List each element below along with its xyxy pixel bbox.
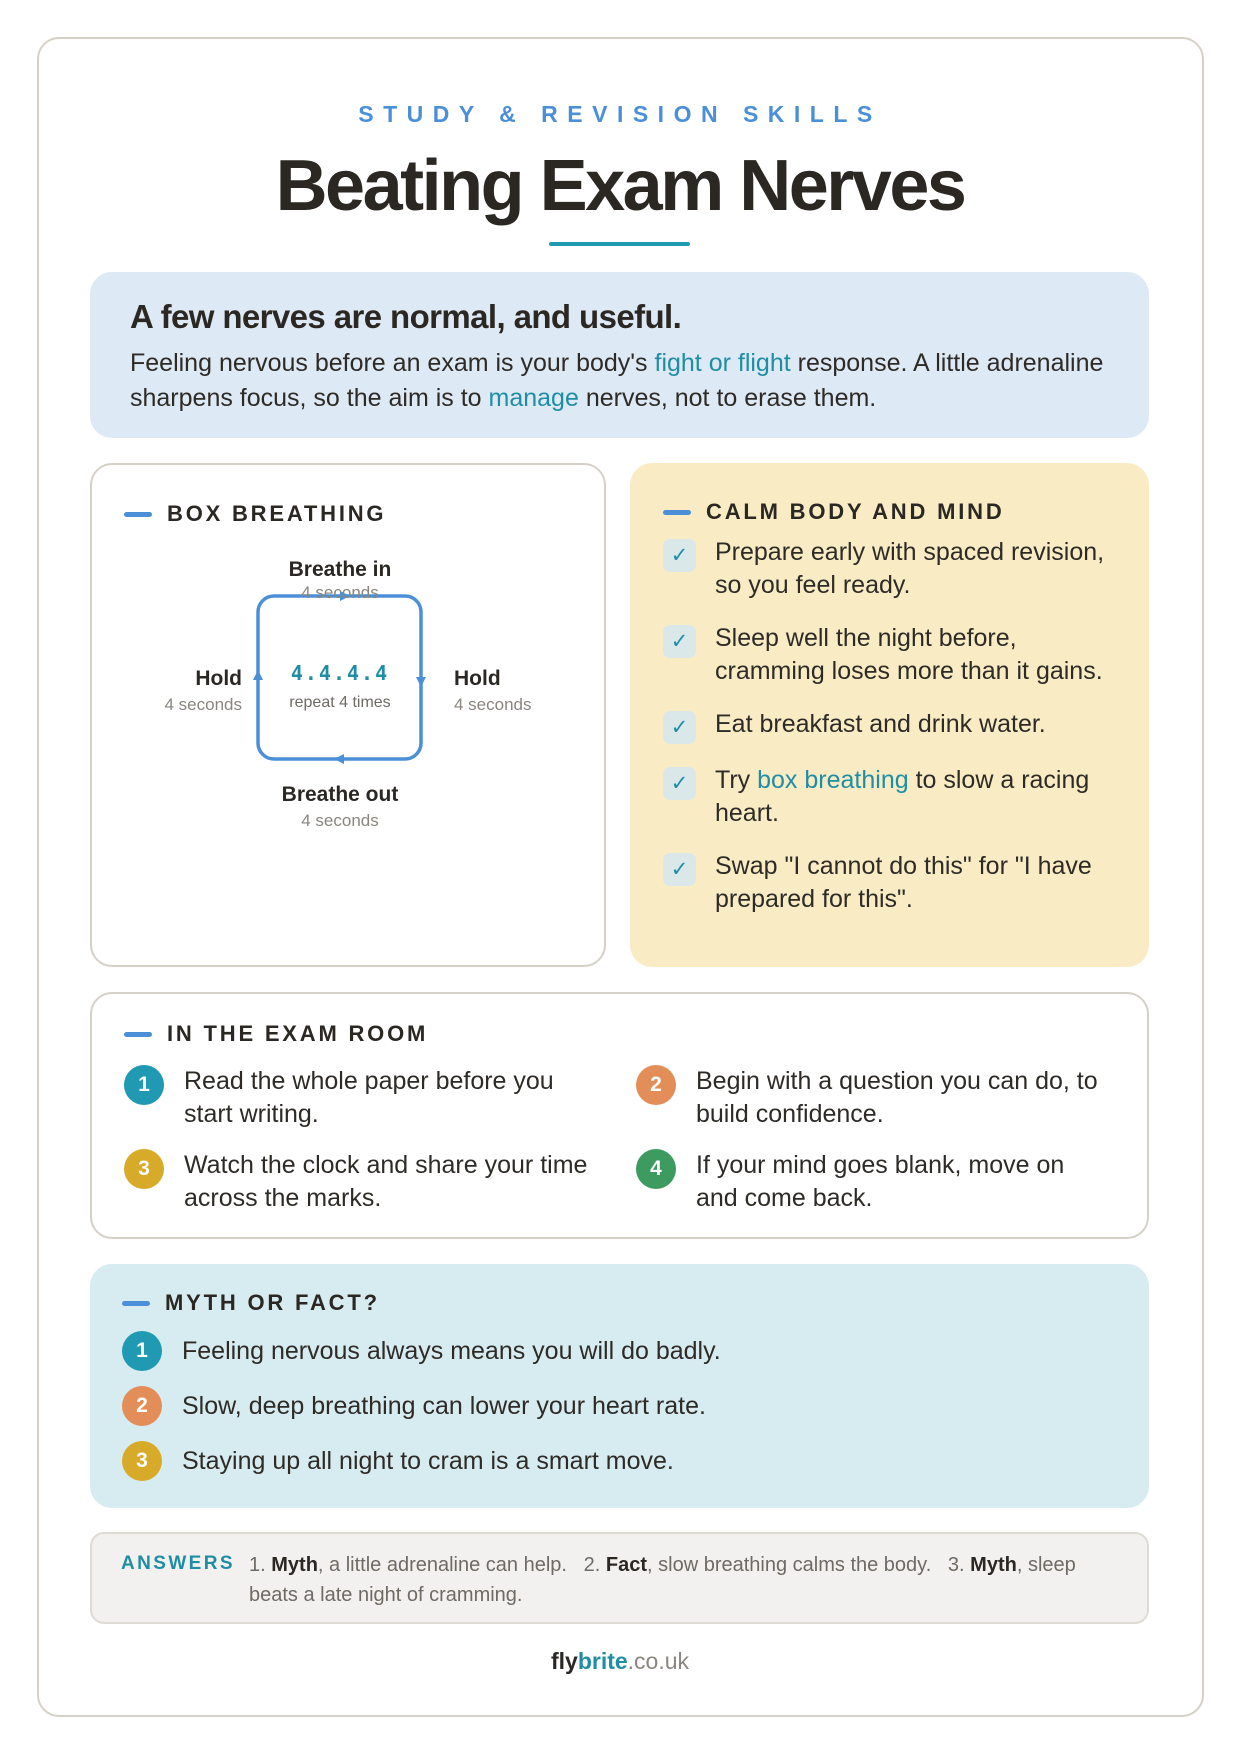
answers-label: ANSWERS (121, 1553, 235, 1574)
breathe-in-seconds: 4 seconds (301, 583, 379, 602)
list-item (636, 1065, 1106, 1131)
exam-room-heading (124, 1021, 428, 1047)
answers-panel (90, 1532, 1149, 1624)
arrow-left-icon (334, 754, 344, 764)
checklist-text (715, 764, 1123, 830)
intro-heading: A few nerves are normal, and useful. (130, 298, 682, 335)
hold-right-seconds: 4 seconds (454, 695, 532, 714)
list-item (636, 1149, 1106, 1215)
breathe-out-seconds: 4 seconds (301, 811, 379, 830)
tip-text: If your mind goes blank, move on and come back. (696, 1151, 1065, 1212)
calm-checklist (663, 536, 1123, 936)
answer-verdict: Fact (605, 1554, 648, 1576)
statement-text: Staying up all night to cram is a smart move. (182, 1446, 674, 1475)
hold-left-seconds: 4 seconds (164, 695, 242, 714)
number-badge: 1 (124, 1065, 164, 1105)
list-item (663, 850, 1123, 916)
hold-right-label: Hold (454, 667, 501, 690)
list-item (122, 1441, 674, 1481)
number-badge: 3 (124, 1149, 164, 1189)
number-badge: 4 (636, 1149, 676, 1189)
tip-text: Watch the clock and share your time across the marks. (184, 1151, 588, 1212)
brand-domain: .co.uk (627, 1648, 690, 1674)
brand-brite: brite (577, 1648, 628, 1674)
breathe-out-label: Breathe out (281, 783, 399, 806)
answer-number: 3. (947, 1554, 965, 1576)
answer-number: 1. (249, 1554, 266, 1576)
breathe-in-label: Breathe in (288, 558, 392, 581)
tip-text: Read the whole paper before you start writing. (184, 1067, 554, 1128)
answer-number: 2. (583, 1554, 601, 1576)
number-badge: 2 (636, 1065, 676, 1105)
list-item (663, 764, 1123, 830)
heading-dash (124, 512, 152, 517)
intro-highlight-manage: manage (488, 384, 579, 412)
number-badge: 2 (122, 1386, 162, 1426)
list-item (663, 708, 1123, 744)
heading-dash (124, 1032, 152, 1037)
answer-explanation: , sleep beats a late night of cramming. (249, 1554, 1076, 1606)
answer-explanation: , a little adrenaline can help. (317, 1554, 567, 1576)
exam-room-heading-text: IN THE EXAM ROOM (167, 1021, 429, 1046)
calm-body-mind-card (630, 463, 1149, 967)
statement-text: Feeling nervous always means you will do badly. (182, 1336, 721, 1365)
list-item (122, 1331, 721, 1371)
exam-room-card (90, 992, 1149, 1239)
checkmark-icon: ✓ (663, 767, 696, 800)
number-badge: 1 (122, 1331, 162, 1371)
number-badge: 3 (122, 1441, 162, 1481)
checklist-text-part: Try (715, 766, 758, 794)
box-breathing-heading (124, 501, 386, 527)
intro-text-part: nerves, not to erase them. (578, 384, 877, 412)
box-breathing-diagram (92, 465, 608, 969)
intro-text-part: response. A little adrenaline sharpens focus, so the aim is to (130, 349, 1104, 412)
list-item (122, 1386, 706, 1426)
intro-panel (90, 272, 1149, 438)
myth-heading (122, 1290, 380, 1316)
arrow-down-icon (416, 677, 426, 687)
box-breathing-card (90, 463, 606, 967)
box-breathing-highlight: box breathing (757, 766, 909, 794)
arrow-up-icon (253, 670, 263, 680)
checkmark-icon: ✓ (663, 711, 696, 744)
calm-heading-text: CALM BODY AND MIND (706, 499, 1005, 524)
calm-heading (663, 499, 1005, 525)
section-kicker: STUDY & REVISION SKILLS (358, 101, 882, 127)
center-pattern: 4.4.4.4 (290, 661, 390, 685)
answers-text (249, 1550, 1129, 1610)
intro-text (130, 346, 1109, 416)
list-item (124, 1065, 594, 1131)
checklist-text-part: to slow a racing heart. (715, 766, 1090, 827)
box-breathing-heading-text: BOX BREATHING (167, 501, 387, 526)
tip-text: Begin with a question you can do, to build confidence. (696, 1067, 1098, 1128)
hold-left-label: Hold (195, 667, 242, 690)
page-title: Beating Exam Nerves (275, 146, 965, 226)
list-item (663, 536, 1123, 602)
myth-heading-text: MYTH OR FACT? (165, 1290, 380, 1315)
checkmark-icon: ✓ (663, 539, 696, 572)
heading-dash (663, 510, 691, 515)
checkmark-icon: ✓ (663, 625, 696, 658)
brand-footer (0, 1648, 1240, 1675)
checklist-text: Prepare early with spaced revision, so you feel ready. (715, 538, 1105, 599)
answer-verdict: Myth (970, 1554, 1017, 1576)
checklist-text: Swap "I cannot do this" for "I have prepared for this". (715, 852, 1092, 913)
list-item (663, 622, 1123, 688)
statement-text: Slow, deep breathing can lower your heart rate. (182, 1391, 706, 1420)
myth-or-fact-card (90, 1264, 1149, 1508)
checkmark-icon: ✓ (663, 853, 696, 886)
brand-fly: fly (550, 1648, 578, 1674)
checklist-text: Eat breakfast and drink water. (715, 710, 1046, 738)
heading-dash (122, 1301, 150, 1306)
list-item (124, 1149, 594, 1215)
intro-highlight-fight-or-flight: fight or flight (654, 349, 791, 377)
answer-explanation: , slow breathing calms the body. (647, 1554, 932, 1576)
title-underline (549, 242, 690, 246)
center-caption: repeat 4 times (289, 694, 391, 711)
checklist-text: Sleep well the night before, cramming loses more than it gains. (715, 624, 1103, 685)
answer-verdict: Myth (271, 1554, 318, 1576)
intro-text-part: Feeling nervous before an exam is your body's (130, 349, 655, 377)
